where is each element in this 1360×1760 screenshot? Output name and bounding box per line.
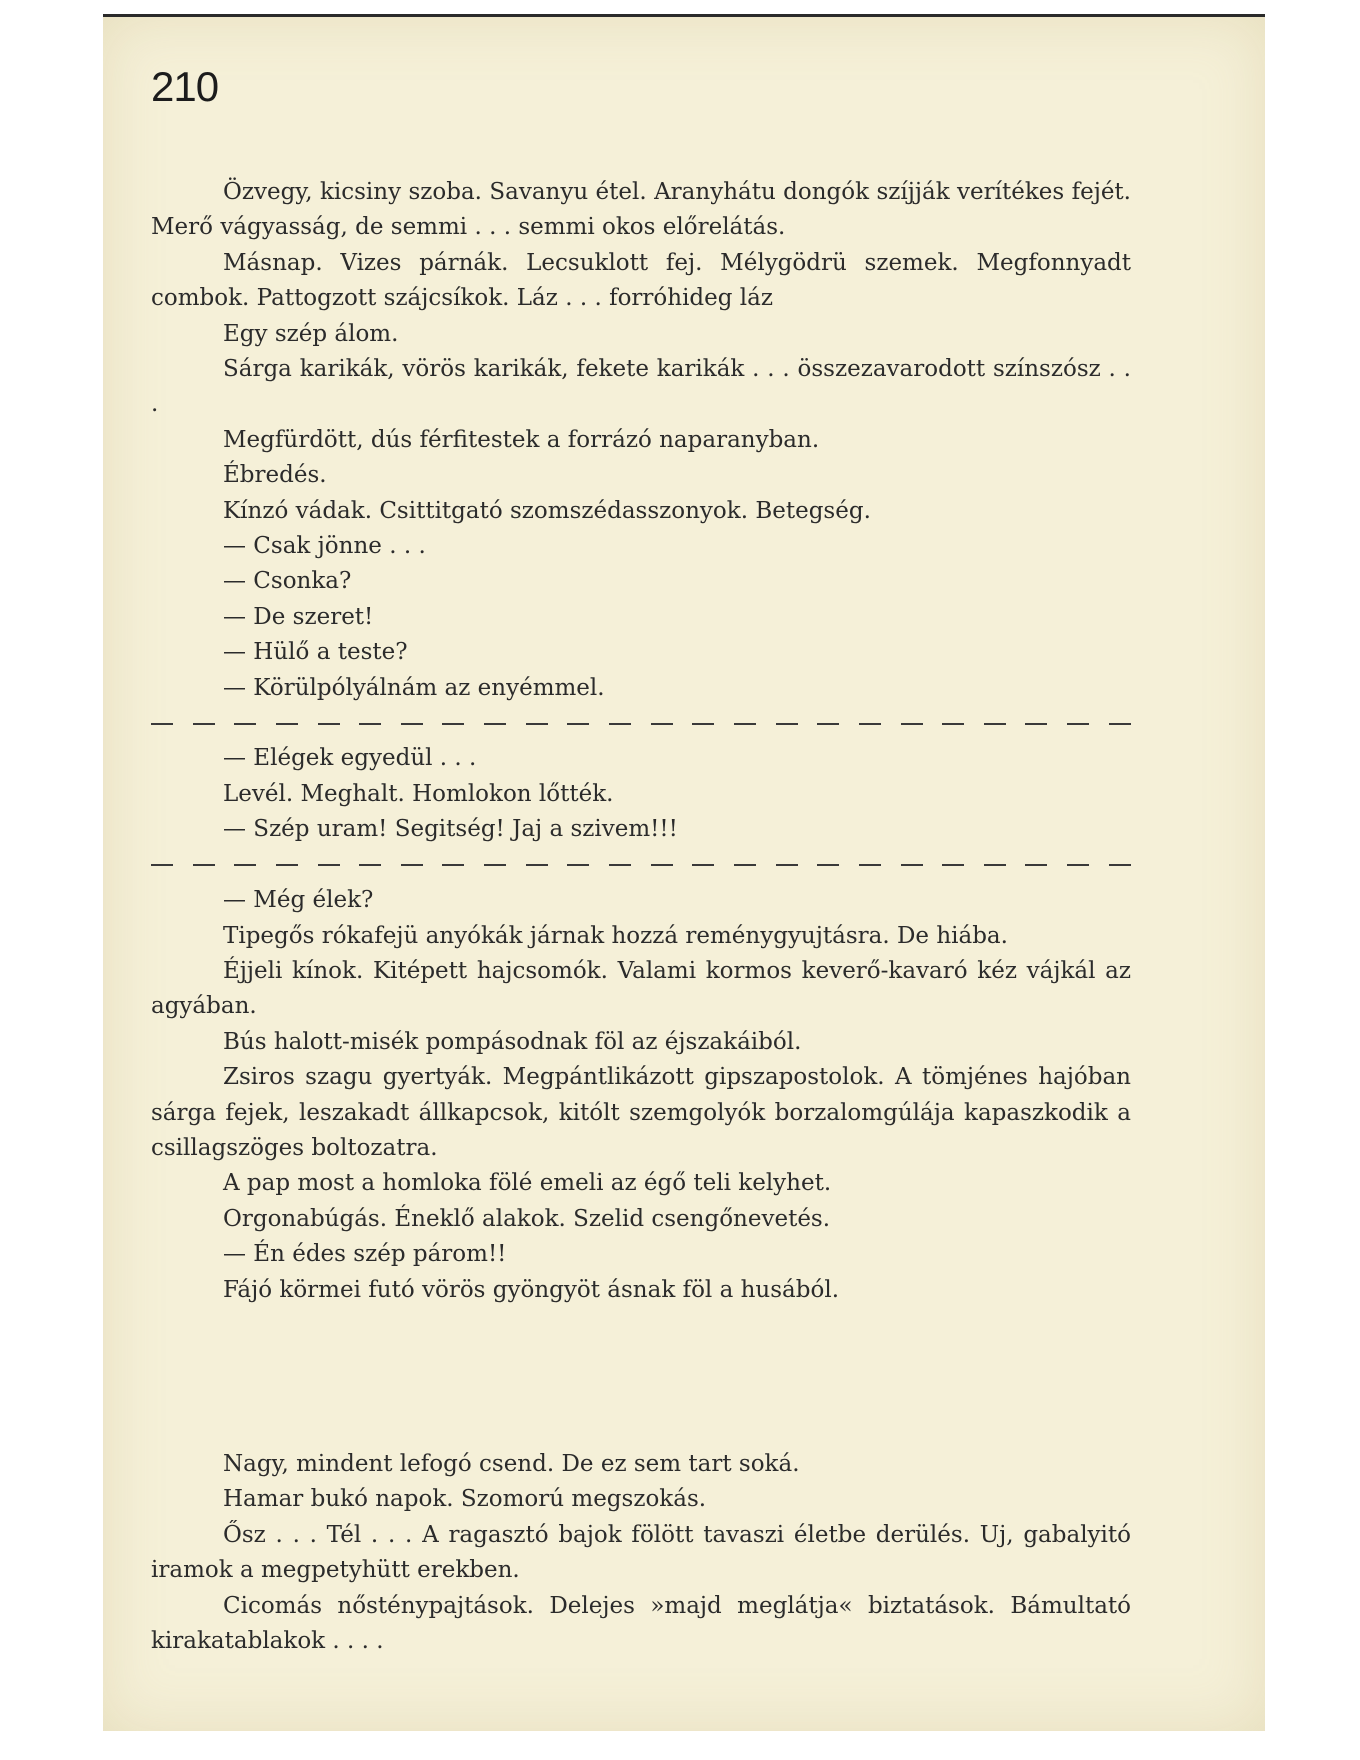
paragraph: A pap most a homloka fölé emeli az égő teli kelyhet. bbox=[223, 1170, 832, 1197]
closing-text bbox=[151, 1447, 1131, 1659]
paragraph: Bús halott-misék pompásodnak föl az éjszakáiból. bbox=[223, 1028, 802, 1055]
dialog-line: — Még élek? bbox=[223, 887, 374, 914]
dash-separator bbox=[151, 706, 1131, 741]
paragraph: Egy szép álom. bbox=[223, 320, 399, 347]
dialog-line: — Hülő a teste? bbox=[223, 639, 408, 666]
paragraph: Tipegős rókafejü anyókák járnak hozzá reménygyujtásra. De hiába. bbox=[223, 922, 1008, 949]
dash-separator bbox=[151, 848, 1131, 883]
paragraph: Éjjeli kínok. Kitépett hajcsomók. Valami kormos keverő-kavaró kéz vájkál az agyában. bbox=[151, 957, 1131, 1020]
paragraph: Megfürdött, dús férfitestek a forrázó naparanyban. bbox=[223, 426, 820, 453]
dialog-line: — Körülpólyálnám az enyémmel. bbox=[223, 674, 605, 701]
paragraph: Nagy, mindent lefogó csend. De ez sem tart soká. bbox=[223, 1451, 800, 1477]
dialog-line: — Csonka? bbox=[223, 568, 352, 595]
paragraph: Özvegy, kicsiny szoba. Savanyu étel. Aranyhátu dongók szíjják verítékes fejét. Merő vágyasság, de semmi . . . semmi okos előrelátás. bbox=[151, 179, 1131, 241]
paragraph: Ősz . . . Tél . . . A ragasztó bajok fölött tavaszi életbe derülés. Uj, gabalyitó iramok a megpetyhütt erekben. bbox=[151, 1521, 1131, 1584]
paragraph: Ébredés. bbox=[223, 462, 327, 489]
main-text bbox=[151, 175, 1131, 1308]
dialog-line: — Elégek egyedül . . . bbox=[223, 745, 477, 772]
book-page bbox=[103, 14, 1265, 1731]
paragraph: Orgonabúgás. Éneklő alakok. Szelid csengőnevetés. bbox=[223, 1205, 831, 1232]
paragraph: Sárga karikák, vörös karikák, fekete karikák . . . összezavarodott színszósz . . . bbox=[151, 356, 1131, 418]
page-number: 210 bbox=[151, 63, 219, 110]
paragraph: Hamar bukó napok. Szomorú megszokás. bbox=[223, 1486, 707, 1513]
dialog-line: — Én édes szép párom!! bbox=[223, 1241, 507, 1268]
paragraph: Cicomás nősténypajtások. Delejes »majd meglátja« biztatások. Bámultató kirakatablakok . . . . bbox=[151, 1592, 1131, 1655]
paragraph: Levél. Meghalt. Homlokon lőtték. bbox=[223, 780, 614, 807]
paragraph: Fájó körmei futó vörös gyöngyöt ásnak föl a husából. bbox=[223, 1276, 840, 1303]
paragraph: Kínzó vádak. Csittitgató szomszédasszonyok. Betegség. bbox=[223, 497, 871, 524]
paragraph: Másnap. Vizes párnák. Lecsuklott fej. Mélygödrü szemek. Megfonnyadt combok. Pattogzott szájcsíkok. Láz . . . forróhideg láz bbox=[151, 249, 1131, 312]
dialog-line: — De szeret! bbox=[223, 603, 374, 630]
dialog-line: — Csak jönne . . . bbox=[223, 533, 426, 560]
dialog-line: — Szép uram! Segitség! Jaj a szivem!!! bbox=[223, 816, 678, 843]
paragraph: Zsiros szagu gyertyák. Megpántlikázott gipszapostolok. A tömjénes hajóban sárga fejek, leszakadt állkapcsok, kitólt szemgolyók borzalomgúlája kapaszkodik a csillagszöges boltozatra. bbox=[151, 1064, 1131, 1161]
